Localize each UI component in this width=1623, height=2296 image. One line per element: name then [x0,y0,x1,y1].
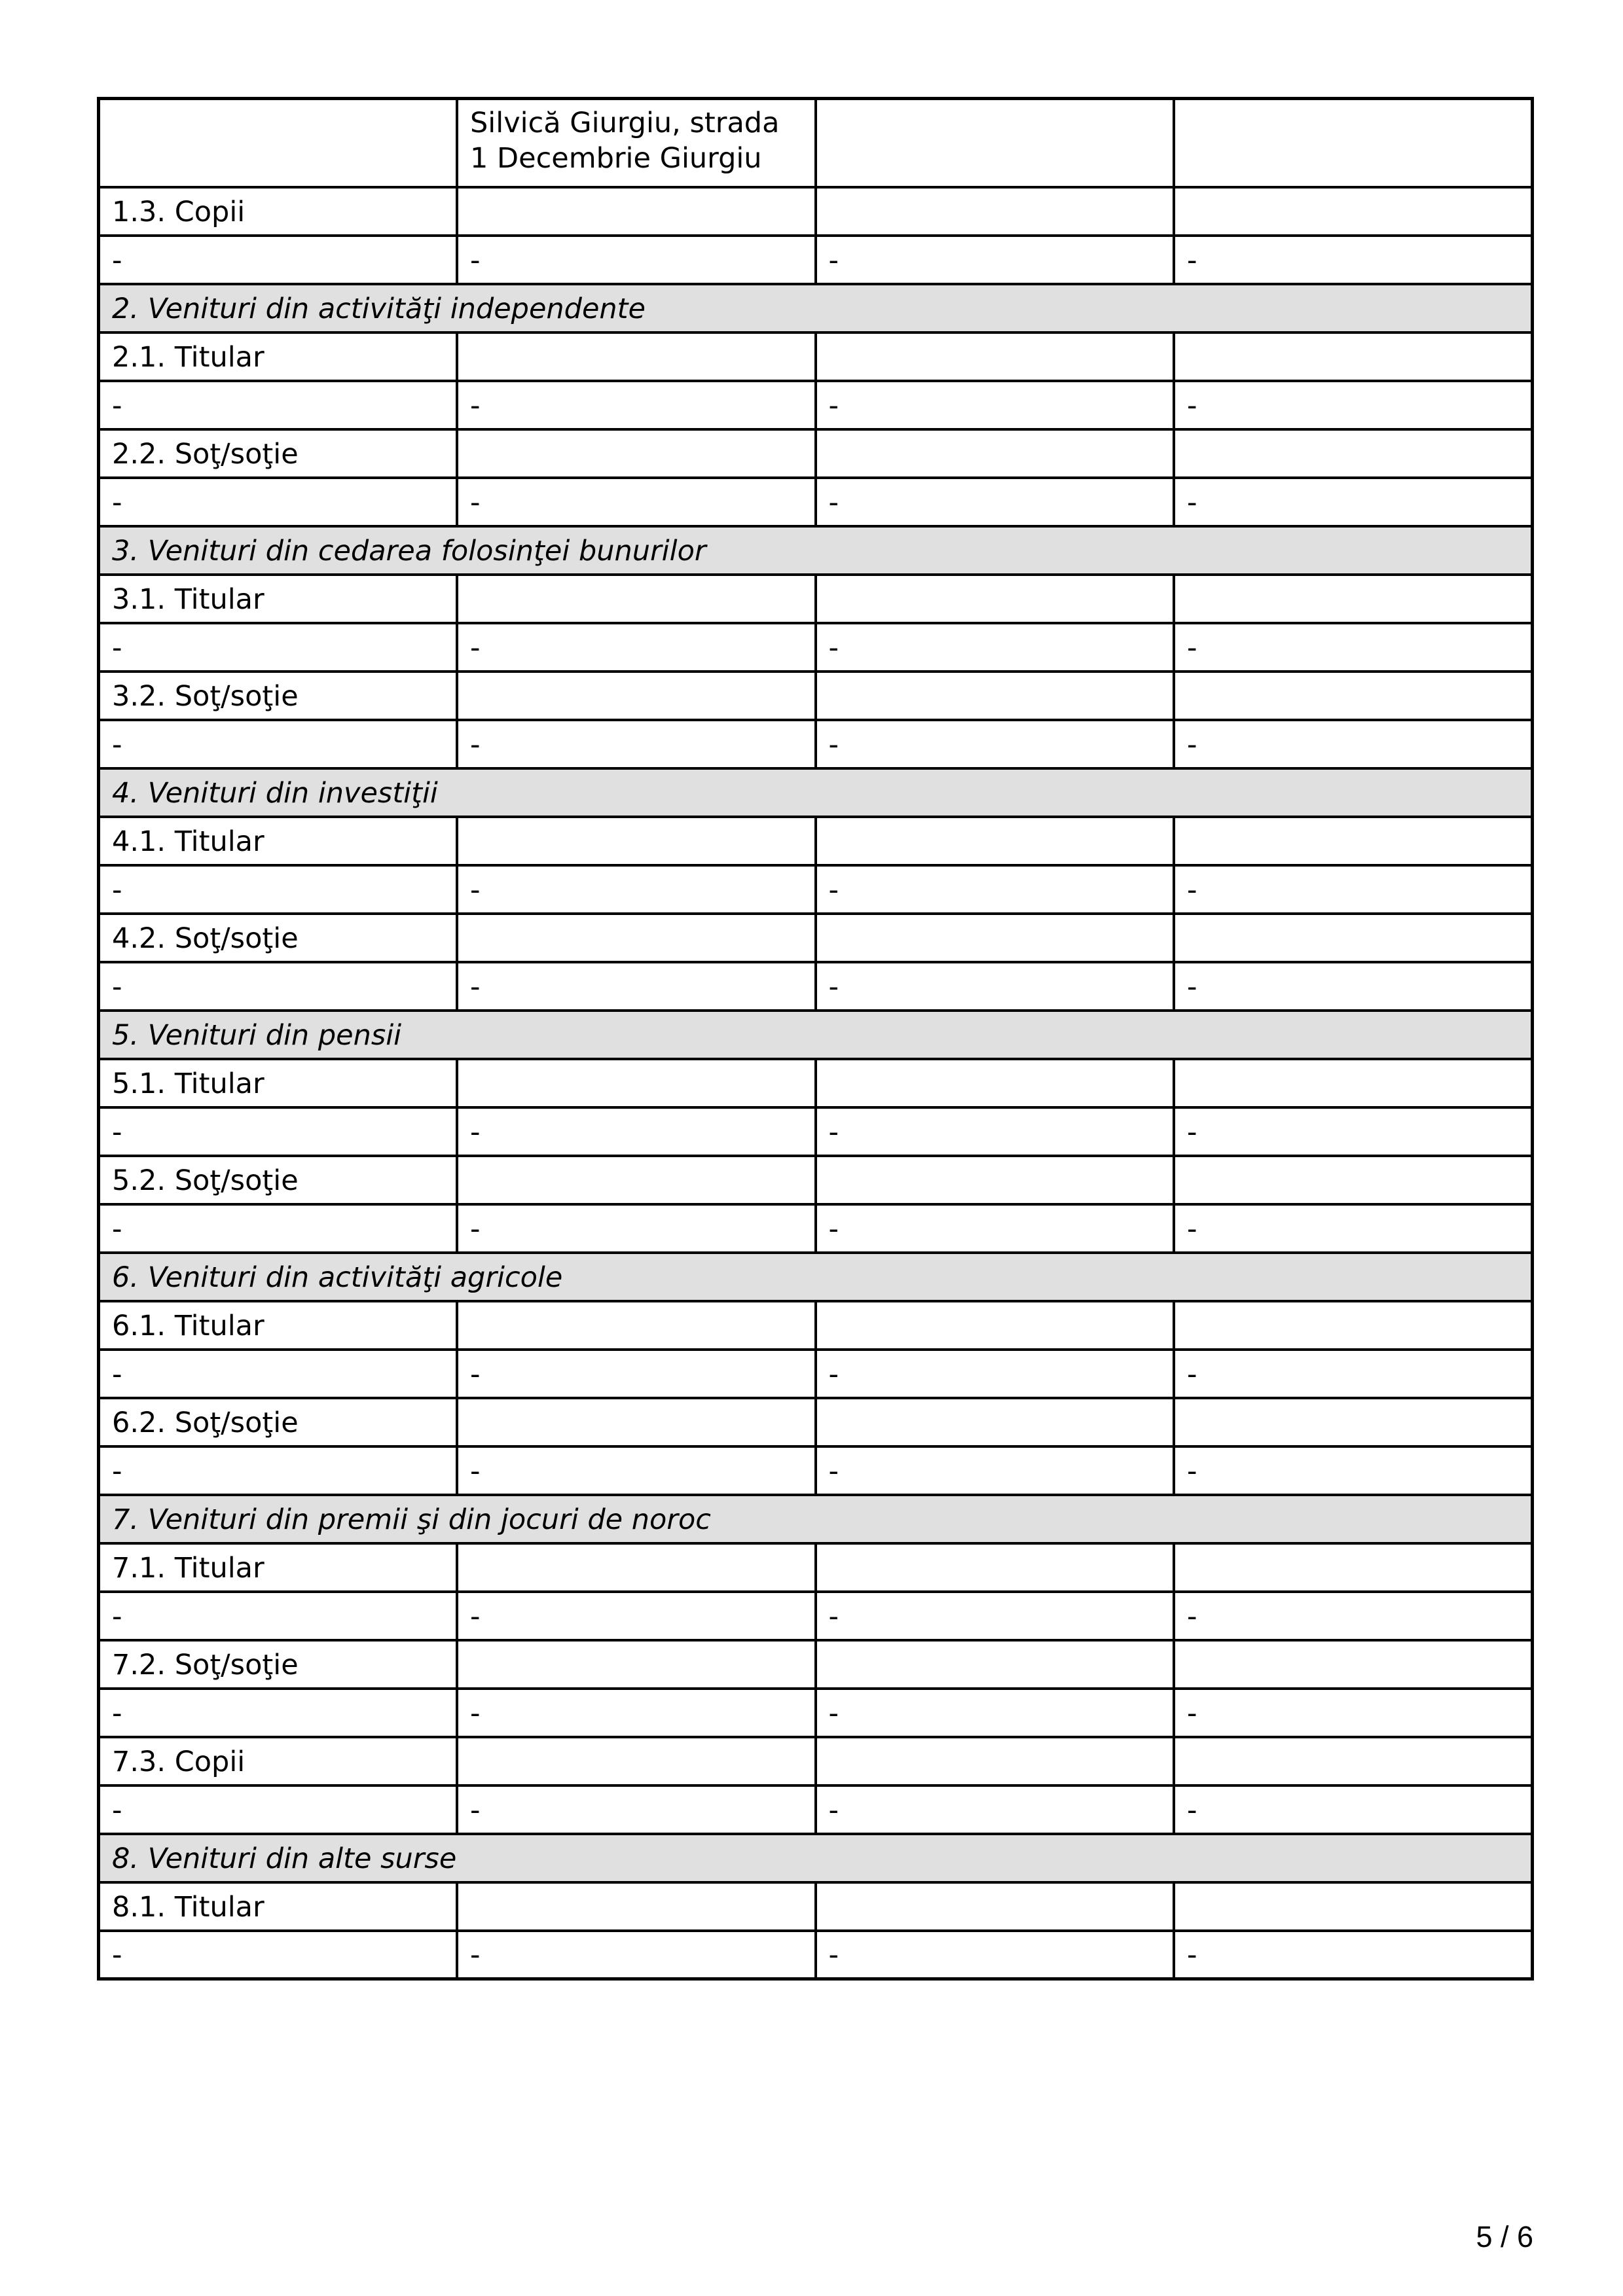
table-cell: - [457,1350,816,1398]
table-cell [457,672,816,720]
table-cell: - [457,1204,816,1253]
row-label-cell: 4.2. Soţ/soţie [99,914,458,962]
table-cell: - [457,381,816,429]
table-cell [816,817,1175,865]
row-label-cell: 2.2. Soţ/soţie [99,429,458,478]
table-cell: - [816,720,1175,768]
row-label-cell: - [99,1204,458,1253]
table-row [99,1107,1533,1156]
row-label-cell: - [99,1931,458,1979]
table-cell: - [1174,1592,1533,1640]
table-cell [1174,1543,1533,1592]
table-row [99,914,1533,962]
table-cell [1174,429,1533,478]
section-header-row [99,1834,1533,1882]
table-cell: - [457,1592,816,1640]
table-row [99,1592,1533,1640]
table-cell: - [1174,1931,1533,1979]
table-cell [457,1156,816,1204]
table-cell: - [816,478,1175,526]
table-row [99,1689,1533,1737]
row-label-cell: - [99,381,458,429]
row-label-cell: - [99,1107,458,1156]
table-cell: - [816,381,1175,429]
row-label-cell: - [99,720,458,768]
section-header-row [99,526,1533,575]
table-cell: - [457,1689,816,1737]
table-cell [457,332,816,381]
table-cell: - [1174,1107,1533,1156]
table-cell: - [457,1785,816,1834]
page-number: 5 / 6 [1476,2220,1533,2253]
row-label-cell: - [99,623,458,672]
table-cell [1174,914,1533,962]
table-cell [816,1543,1175,1592]
table-cell: - [816,1689,1175,1737]
table-row [99,236,1533,284]
table-cell [457,1543,816,1592]
table-row [99,478,1533,526]
table-cell [816,1156,1175,1204]
table-row [99,672,1533,720]
table-row [99,623,1533,672]
table-cell: Silvică Giurgiu, strada 1 Decembrie Giurgiu [457,99,816,187]
table-row [99,332,1533,381]
row-label-cell: - [99,1446,458,1495]
table-row [99,1301,1533,1350]
table-cell [457,1398,816,1446]
row-label-cell: - [99,962,458,1011]
table-cell: - [816,1446,1175,1495]
section-header-row [99,768,1533,817]
table-row [99,381,1533,429]
table-cell [816,1882,1175,1931]
row-label-cell: - [99,1689,458,1737]
table-cell [1174,1156,1533,1204]
table-row [99,720,1533,768]
table-cell [1174,575,1533,623]
table-cell [816,99,1175,187]
table-row [99,817,1533,865]
table-cell [1174,187,1533,236]
table-cell: - [816,1785,1175,1834]
income-declaration-table [97,97,1534,1981]
table-cell: - [816,1107,1175,1156]
table-cell [1174,1882,1533,1931]
row-label-cell: - [99,1350,458,1398]
table-cell: - [1174,236,1533,284]
table-cell [457,1737,816,1785]
row-label-cell: 5.2. Soţ/soţie [99,1156,458,1204]
row-label-cell: 5.1. Titular [99,1059,458,1107]
section-header-row [99,1253,1533,1301]
table-cell [1174,672,1533,720]
table-cell: - [1174,720,1533,768]
table-cell: - [816,1592,1175,1640]
table-cell: - [1174,865,1533,914]
table-cell [1174,332,1533,381]
table-row [99,865,1533,914]
table-cell: - [816,962,1175,1011]
table-cell [816,672,1175,720]
row-label-cell: 8.1. Titular [99,1882,458,1931]
table-cell [1174,1059,1533,1107]
row-label-cell: 7.2. Soţ/soţie [99,1640,458,1689]
table-cell [1174,1301,1533,1350]
table-cell: - [457,236,816,284]
table-cell: - [816,865,1175,914]
table-row [99,429,1533,478]
table-cell: - [457,1446,816,1495]
row-label-cell: 6.1. Titular [99,1301,458,1350]
table-cell: - [457,478,816,526]
table-cell [457,429,816,478]
row-label-cell: 7.1. Titular [99,1543,458,1592]
section-title: 7. Venituri din premii şi din jocuri de noroc [99,1495,1533,1543]
table-cell [1174,817,1533,865]
table-cell: - [1174,1446,1533,1495]
section-title: 5. Venituri din pensii [99,1011,1533,1059]
table-row [99,1156,1533,1204]
row-label-cell: - [99,1592,458,1640]
table-cell: - [457,865,816,914]
table-cell: - [457,720,816,768]
table-cell [457,817,816,865]
table-row [99,1543,1533,1592]
table-cell: - [1174,1785,1533,1834]
table-cell: - [1174,478,1533,526]
table-cell [816,332,1175,381]
table-cell [816,187,1175,236]
table-cell [816,429,1175,478]
section-header-row [99,1495,1533,1543]
table-row [99,1446,1533,1495]
table-cell [816,575,1175,623]
table-row [99,1640,1533,1689]
row-label-cell: 7.3. Copii [99,1737,458,1785]
table-cell: - [1174,623,1533,672]
table-cell [457,187,816,236]
table-cell: - [457,1107,816,1156]
table-row [99,962,1533,1011]
table-row [99,1882,1533,1931]
row-label-cell: - [99,1785,458,1834]
table-cell [457,1059,816,1107]
table-cell [457,575,816,623]
section-header-row [99,1011,1533,1059]
row-label-cell: 1.3. Copii [99,187,458,236]
table-cell [816,1059,1175,1107]
table-cell: - [816,1931,1175,1979]
table-cell [457,1640,816,1689]
row-label-cell: - [99,478,458,526]
table-cell [457,1882,816,1931]
table-cell [1174,1640,1533,1689]
row-label-cell: - [99,236,458,284]
row-label-cell: - [99,865,458,914]
section-title: 6. Venituri din activităţi agricole [99,1253,1533,1301]
table-cell [1174,99,1533,187]
row-label-cell: 3.2. Soţ/soţie [99,672,458,720]
row-label-cell [99,99,458,187]
table-cell: - [816,236,1175,284]
table-cell: - [1174,962,1533,1011]
table-row [99,1350,1533,1398]
section-title: 2. Venituri din activităţi independente [99,284,1533,332]
table-row [99,1204,1533,1253]
table-row [99,1059,1533,1107]
section-title: 4. Venituri din investiţii [99,768,1533,817]
section-header-row [99,284,1533,332]
table-cell [457,914,816,962]
table-row [99,1931,1533,1979]
row-label-cell: 6.2. Soţ/soţie [99,1398,458,1446]
table-cell [816,1301,1175,1350]
row-label-cell: 4.1. Titular [99,817,458,865]
row-label-cell: 3.1. Titular [99,575,458,623]
section-title: 3. Venituri din cedarea folosinţei bunurilor [99,526,1533,575]
table-cell [1174,1398,1533,1446]
table-cell: - [816,1204,1175,1253]
table-cell [816,1737,1175,1785]
table-cell [816,1398,1175,1446]
table-row [99,1737,1533,1785]
table-cell [457,1301,816,1350]
table-row [99,1398,1533,1446]
table-row [99,99,1533,187]
section-title: 8. Venituri din alte surse [99,1834,1533,1882]
table-cell: - [816,1350,1175,1398]
table-row [99,1785,1533,1834]
table-cell: - [457,1931,816,1979]
table-cell: - [1174,381,1533,429]
table-cell [816,1640,1175,1689]
table-cell: - [1174,1350,1533,1398]
table-row [99,575,1533,623]
table-cell [816,914,1175,962]
table-cell: - [1174,1204,1533,1253]
table-cell: - [457,623,816,672]
table-cell: - [457,962,816,1011]
table-cell [1174,1737,1533,1785]
table-body [99,99,1533,1979]
table-cell: - [816,623,1175,672]
table-cell: - [1174,1689,1533,1737]
table-row [99,187,1533,236]
row-label-cell: 2.1. Titular [99,332,458,381]
